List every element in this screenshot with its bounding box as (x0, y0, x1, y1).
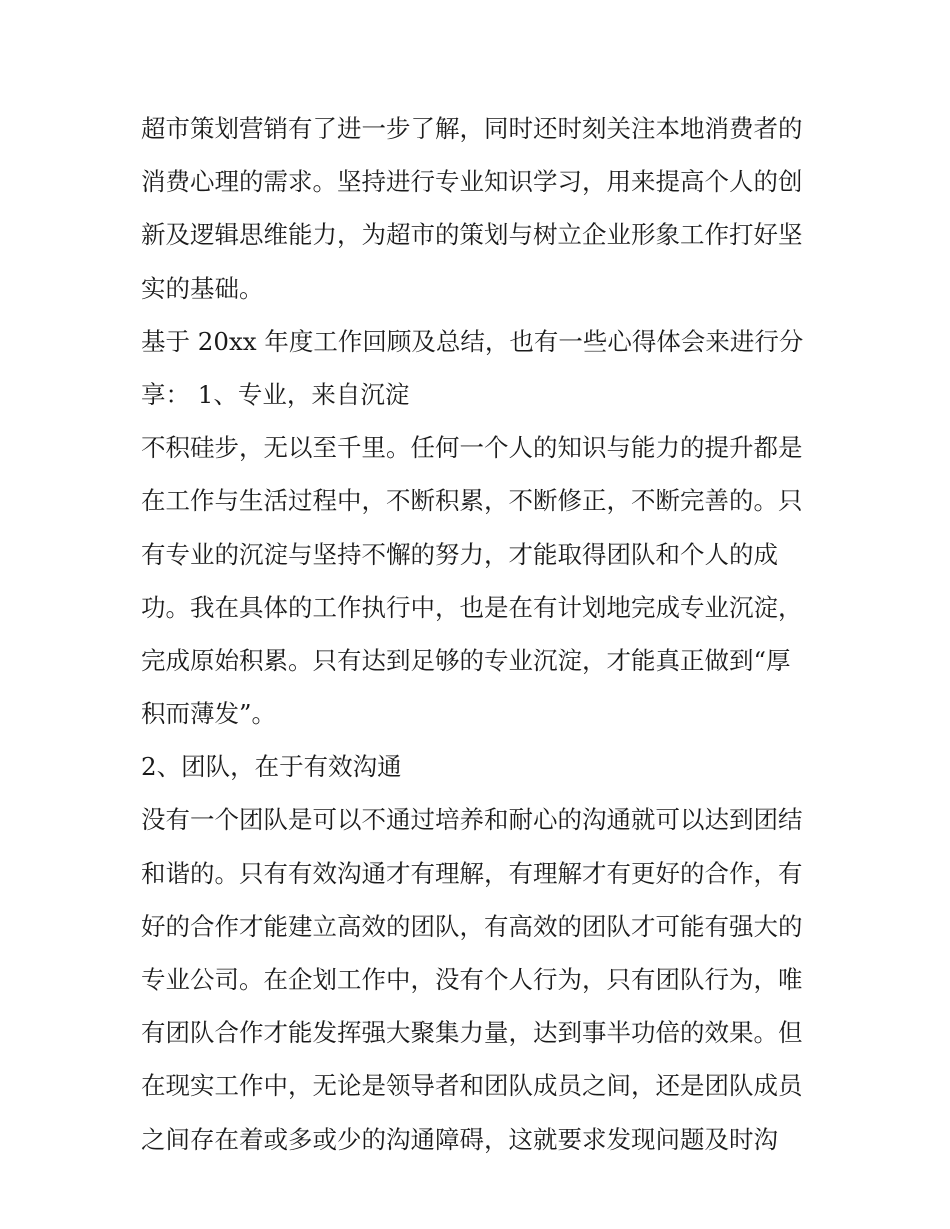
text-line: 超市策划营销有了进一步了解，同时还时刻关注本地消费者的 (141, 114, 803, 143)
text-line: 积而薄发”。 (141, 699, 277, 729)
paragraph-annual-review (141, 323, 816, 429)
text-line: 在现实工作中，无论是领导者和团队成员之间，还是团队成员 (141, 1071, 803, 1101)
paragraph-marketing-understanding (141, 110, 816, 323)
text-line: 完成原始积累。只有达到足够的专业沉淀，才能真正做到“厚 (141, 645, 791, 675)
text-line: 有专业的沉淀与坚持不懈的努力，才能取得团队和个人的成 (141, 539, 778, 569)
paragraph-professional-accumulation (141, 429, 816, 748)
text-line: 好的合作才能建立高效的团队，有高效的团队才可能有强大的 (141, 911, 803, 941)
text-line: 和谐的。只有有效沟通才有理解，有理解才有更好的合作，有 (141, 858, 803, 888)
section-heading-team (141, 748, 816, 801)
text-line: 之间存在着或多或少的沟通障碍，这就要求发现问题及时沟 (141, 1124, 778, 1154)
text-line: 在工作与生活过程中，不断积累，不断修正，不断完善的。只 (141, 486, 803, 516)
paragraph-team-communication (141, 801, 816, 1173)
text-line: 基于 20xx 年度工作回顾及总结，也有一些心得体会来进行分 (141, 326, 804, 356)
text-line: 专业公司。在企划工作中，没有个人行为，只有团队行为，唯 (141, 965, 803, 994)
text-line: 新及逻辑思维能力，为超市的策划与树立企业形象工作打好坚 (141, 220, 803, 250)
section-heading-professional: 享： 1、专业，来自沉淀 (141, 379, 410, 409)
text-line: 不积硅步，无以至千里。任何一个人的知识与能力的提升都是 (141, 433, 803, 463)
text-line: 功。我在具体的工作执行中，也是在有计划地完成专业沉淀， (141, 592, 803, 622)
text-line: 消费心理的需求。坚持进行专业知识学习，用来提高个人的创 (141, 167, 803, 197)
text-line: 没有一个团队是可以不通过培养和耐心的沟通就可以达到团结 (141, 805, 803, 835)
text-line: 实的基础。 (141, 273, 264, 303)
document-body (141, 110, 816, 1174)
text-line: 有团队合作才能发挥强大聚集力量，达到事半功倍的效果。但 (141, 1018, 803, 1048)
section-heading-team-text: 2、团队，在于有效沟通 (141, 752, 402, 782)
